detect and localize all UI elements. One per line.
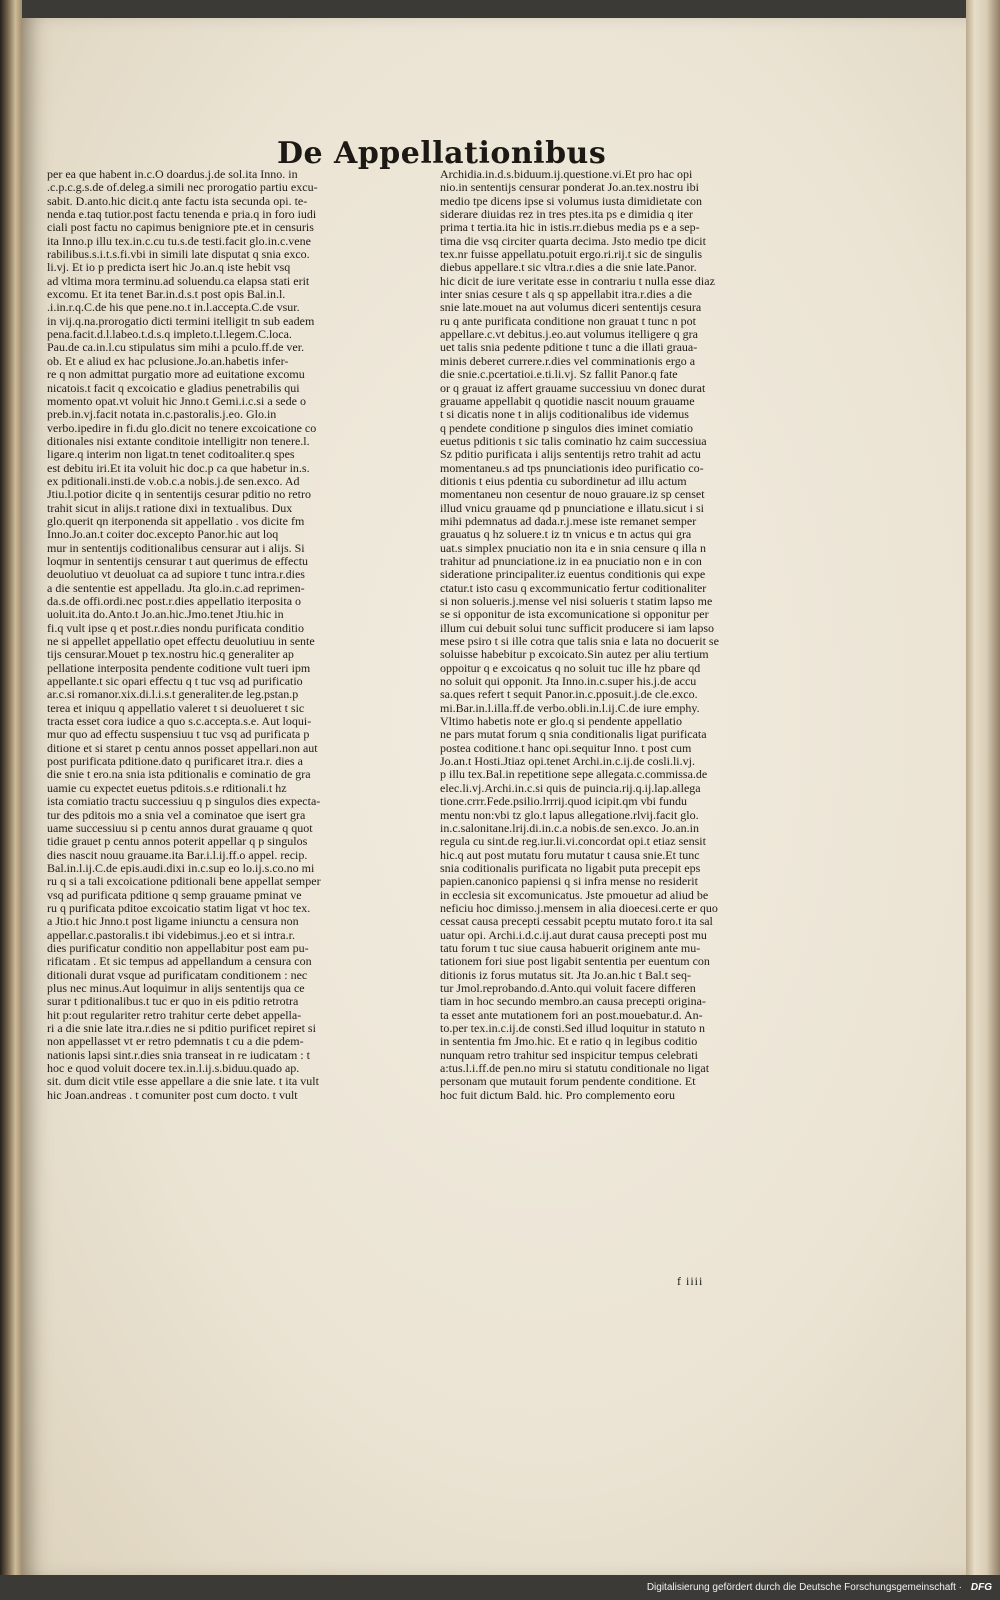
text-line: hic dicit de iure veritate esse in contrariu t nulla esse diaz — [440, 273, 715, 288]
text-line: ista comiatio tractu successiuu q p singulos dies expecta- — [47, 794, 321, 809]
text-line: ru q purificata pditoe excoicatio statim ligat vt hoc tex. — [47, 900, 311, 915]
text-line: ta esset ante mutationem fori an post.mouebatur.d. An- — [440, 1007, 703, 1022]
text-line: da.s.de offi.ordi.nec post.r.dies appellatio iterposita o — [47, 594, 302, 608]
text-line: rabilibus.s.i.t.s.fi.vbi in simili late disputat q snia exco. — [47, 247, 310, 262]
digitization-credit: Digitalisierung gefördert durch die Deutsche Forschungsgemeinschaft · — [646, 1582, 962, 1593]
text-line: Pau.de ca.in.l.cu stipulatus sim mihi a pculo.ff.de ver. — [47, 340, 305, 355]
text-line: non appellasset vt er retro pdemnatis t cu a die pdem- — [47, 1034, 304, 1049]
text-line: tur des pditois mo a snia vel a cominatoe que isert gra — [47, 807, 306, 822]
text-line: plus nec minus.Aut loquimur in alijs sententijs qua ce — [47, 980, 305, 995]
page-title: De Appellationibus — [277, 136, 607, 171]
text-line: se si opponitur de ista excomunicatione si opponitur per — [440, 607, 709, 622]
text-line: glo.querit qn iterponenda sit appellatio . vos dicite fm — [47, 513, 305, 528]
text-line: ru q ante purificata conditione non grauat t tunc n pot — [440, 313, 696, 328]
text-line: ru q si a tali excoicatione pditionali bene appellat semper — [47, 874, 321, 889]
text-line: mur quo ad effectu suspensiuu t tuc vsq ad purificata p — [47, 727, 310, 742]
text-line: rificatam . Et sic tempus ad appellandum a censura con — [47, 954, 312, 969]
text-line: die snie t ero.na snia ista pditionalis e cominatio de gra — [47, 767, 311, 782]
text-line: ne pars mutat forum q snia conditionalis ligat purificata — [440, 727, 707, 742]
text-line: siderare diuidas rez in tres ptes.ita ps e dimidia q iter — [440, 207, 693, 222]
text-line: a die sententie est appelladu. Jta glo.in.c.ad reprimen- — [47, 580, 305, 595]
text-line: personam que mutauit forum pendente conditione. Et — [440, 1074, 696, 1089]
text-line: tidie grauet p centu annos poterit appellar q p singulos — [47, 834, 308, 849]
text-line: grauatus q hz soluere.t iz tn vnicus e tn actus qui gra — [440, 527, 692, 542]
text-line: fi.q vult ipse q et post.r.dies nondu purificata conditio — [47, 620, 304, 635]
text-line: pena.facit.d.l.labeo.t.d.s.q impleto.t.l.legem.C.loca. — [47, 327, 292, 342]
text-line: loqmur in sententijs censurar t aut querimus de effectu — [47, 553, 309, 568]
text-line: .i.in.r.q.C.de his que pene.no.t in.l.accepta.C.de vsur. — [47, 300, 300, 315]
text-line: or q grauat iz affert grauame successiuu vn donec durat — [440, 380, 706, 395]
text-line: diebus appellare.t sic vltra.r.dies a die snie late.Panor. — [440, 260, 697, 275]
text-line: ditionali durat vsque ad purificatam conditionem : nec — [47, 967, 308, 982]
text-line: trahitur ad pnunciatione.iz in ea pnuciatio non e in con — [440, 553, 702, 568]
text-line: mur in sententijs coditionalibus censurar aut i alijs. Si — [47, 540, 305, 555]
text-line: uame successiuu si p centu annos durat grauame q quot — [47, 820, 313, 835]
text-line: appellar.c.pastoralis.t ibi videbimus.j.eo et si intra.r. — [47, 927, 295, 942]
text-line: hic Joan.andreas . t comuniter post cum docto. t vult — [47, 1087, 298, 1102]
text-line: hoc fuit dictum Bald. hic. Pro complemento eoru — [440, 1087, 675, 1102]
text-line: die snie.c.pcertatioi.e.ti.li.vj. Sz fallit Panor.q fate — [440, 367, 678, 382]
text-line: illud vnicu grauame qd p pnunciatione e illatu.sicut i si — [440, 500, 704, 515]
text-line: est debitu iri.Et ita voluit hic doc.p ca que habetur in.s. — [47, 460, 310, 475]
text-line: nunquam retro trahitur sed inspicitur tempus celebrati — [440, 1047, 698, 1062]
text-line: preb.in.vj.facit notata in.c.pastoralis.j.eo. Glo.in — [47, 407, 277, 422]
text-line: ligare.q interim non ligat.tn tenet coditoaliter.q spes — [47, 447, 295, 462]
text-line: uoluit.ita do.Anto.t Jo.an.hic.Jmo.tenet Jtiu.hic in — [47, 607, 284, 622]
text-line: Bal.in.l.ij.C.de epis.audi.dixi in.c.sup eo lo.ij.s.co.no mi — [47, 860, 315, 875]
text-line: ctatur.t isto casu q excommunicatio fertur coditionaliter — [440, 580, 707, 595]
text-line: tiam in hoc secundo membro.an causa precepti origina- — [440, 994, 706, 1009]
book-page — [22, 18, 966, 1575]
right-text-column — [440, 168, 782, 1268]
text-line: tur Jmol.reprobando.d.Anto.qui voluit facere differen — [440, 980, 696, 995]
text-line: snia coditionalis purificata no ligabit puta precepit eps — [440, 860, 701, 875]
text-line: ditionales nisi extante conditoie intelligitr non tenere.l. — [47, 433, 310, 448]
text-line: post purificata pditione.dato q purificaret itra.r. dies a — [47, 754, 303, 769]
text-line: soluisse habebitur p excoicato.Sin autez per aliu tertium — [440, 647, 709, 662]
text-line: mentu non:vbi tz glo.t lapus allegatione.rlvij.facit glo. — [440, 807, 699, 822]
text-line: surar t pditionalibus.t tuc er quo in eis pditio retrotra — [47, 994, 299, 1009]
text-line: mese psiro t si ille cotra que talis snia e lata no docuerit se — [440, 634, 719, 649]
text-line: Jtiu.l.potior dicite q in sententijs cesurar pditio no retro — [47, 487, 311, 502]
left-page-edge — [0, 0, 22, 1575]
text-line: momentaneu non cesentur de nouo grauare.iz sp censet — [440, 487, 705, 502]
text-line: trahit sicut in alijs.t ratione dixi in textualibus. Dux — [47, 500, 293, 515]
text-line: ditionis t eius pdentia cu subordinetur ad illu actum — [440, 473, 687, 488]
text-line: ad vltima mora terminu.ad soluendu.ca elapsa stati erit — [47, 273, 310, 288]
text-line: medio tpe dicens ipse si volumus iusta dimidietate con — [440, 193, 702, 208]
text-line: regula cu sint.de reg.iur.li.vi.concordat opi.t etiaz sensit — [440, 834, 706, 849]
text-line: ne si appellet appellatio opet effectu deuolutiuu in sente — [47, 634, 315, 649]
text-line: in vij.q.na.prorogatio dicti termini itelligit tn sub eadem — [47, 313, 315, 328]
text-line: nio.in sententijs censurar ponderat Jo.an.tex.nostru ibi — [440, 180, 699, 195]
text-line: oppoitur q e excoicatus q no soluit tuc ille hz pbare qd — [440, 660, 701, 675]
text-line: in sententia fm Jmo.hic. Et e ratio q in legibus coditio — [440, 1034, 698, 1049]
text-line: to.per tex.in.c.ij.de consti.Sed illud loquitur in statuto n — [440, 1021, 705, 1035]
text-line: ri a die snie late itra.r.dies ne si pditio purificet repiret si — [47, 1021, 316, 1035]
text-line: grauame appellabit q quotidie nascit nouum grauame — [440, 393, 695, 408]
text-line: re q non admittat purgatio more ad euitatione excomu — [47, 367, 305, 382]
text-line: nenda e.taq tutior.post factu tenenda e pria.q in foro iudi — [47, 207, 317, 222]
text-line: ob. Et e aliud ex hac pclusione.Jo.an.habetis infer- — [47, 353, 289, 368]
text-line: excomu. Et ita tenet Bar.in.d.s.t post opis Bal.in.l. — [47, 287, 286, 302]
text-line: ditionis iz forus mutatus sit. Jta Jo.an.hic t Bal.t seq- — [440, 967, 691, 982]
text-line: nationis lapsi sint.r.dies snia transeat in re iudicatam : t — [47, 1047, 310, 1062]
text-line: hic.q aut post mutatu foru mutatur t causa snie.Et tunc — [440, 847, 700, 862]
text-line: .c.p.c.g.s.de of.deleg.a simili nec prorogatio partiu excu- — [47, 180, 318, 195]
text-line: ditione et si staret p centu annos posset appellari.non aut — [47, 740, 318, 755]
text-line: ita Inno.p illu tex.in.c.cu tu.s.de testi.facit glo.in.c.vene — [47, 233, 311, 248]
text-line: verbo.ipedire in fi.du glo.dicit no tenere excoicatione co — [47, 420, 317, 435]
text-line: tijs censurar.Mouet p tex.nostru hic.q generaliter ap — [47, 647, 294, 662]
text-line: euetus pditionis t sic talis cominatio hz caim successiua — [440, 433, 707, 448]
text-line: snie late.mouet na aut volumus diceri sententijs cesura — [440, 300, 702, 315]
text-line: sideratione principaliter.iz euentus conditionis qui expe — [440, 567, 706, 582]
text-line: sa.ques refert t sequit Panor.in.c.pposuit.j.de cle.exco. — [440, 687, 698, 702]
text-line: tex.nr fuisse appellatu.potuit ergo.ri.rij.t sic de singulis — [440, 247, 703, 262]
text-line: q pendete conditione p singulos dies iminet comiatio — [440, 420, 693, 435]
text-line: t si dicatis none t in alijs coditionalibus ide videmus — [440, 407, 689, 422]
text-line: uat.s simplex pnuciatio non ita e in snia censure q illa n — [440, 540, 706, 555]
text-line: mi.Bar.in.l.illa.ff.de verbo.obli.in.l.ij.C.de iure emphy. — [440, 700, 700, 715]
text-line: uet talis snia pedente pditione t tunc a die illati graua- — [440, 340, 698, 355]
text-line: hoc e quod voluit docere tex.in.l.ij.s.biduu.quado ap. — [47, 1061, 300, 1076]
text-line: mihi pdemnatus ad dada.r.j.mese iste remanet semper — [440, 513, 697, 528]
text-line: sit. dum dicit vtile esse appellare a die snie late. t ita vult — [47, 1074, 319, 1089]
text-line: no soluit qui opponit. Jta Inno.in.c.super his.j.de accu — [440, 674, 697, 689]
text-line: per ea que habent in.c.O doardus.j.de sol.ita Inno. in — [47, 168, 298, 181]
text-line: in.c.salonitane.lrij.di.in.c.a nobis.de sen.exco. Jo.an.in — [440, 820, 699, 835]
text-line: momentaneu.s ad tps pnunciationis ideo purificatio co- — [440, 460, 704, 475]
text-line: p illu tex.Bal.in repetitione sepe allegata.c.commissa.de — [440, 767, 708, 782]
text-line: inter snias cesure t als q sp appellabit itra.r.dies a die — [440, 287, 692, 302]
text-line: ciali post factu no capimus benigniore pte.et in censuris — [47, 220, 314, 235]
text-line: tatu forum t tuc siue causa habuerit originem ante mu- — [440, 940, 701, 955]
text-line: Inno.Jo.an.t coiter doc.excepto Panor.hic aut loq — [47, 527, 279, 542]
text-line: ar.c.si romanor.xix.di.l.i.s.t generaliter.de leg.pstan.p — [47, 687, 299, 702]
text-line: dies purificatur conditio non appellabitur post eam pu- — [47, 940, 309, 955]
text-line: postea coditione.t hanc opi.sequitur Inno. t post cum — [440, 740, 692, 755]
text-line: li.vj. Et io p predicta isert hic Jo.an.q iste hebit vsq — [47, 260, 291, 275]
text-line: Jo.an.t Hosti.Jtiaz opi.tenet Archi.in.c.ij.de cosli.li.vj. — [440, 754, 695, 769]
dfg-logo: DFG — [970, 1582, 992, 1593]
text-line: elec.li.vj.Archi.in.c.si quis de puincia.rij.q.ij.lap.allega — [440, 780, 701, 795]
text-line: in ecclesia sit excomunicatus. Jste pmouetur ad aliud be — [440, 887, 709, 902]
text-line: tione.crrr.Fede.psilio.lrrrij.quod icipit.qm vbi fundu — [440, 794, 687, 809]
text-line: illum cui debuit solui tunc sufficit producere si iam lapso — [440, 620, 715, 635]
text-line: tracta esset cora iudice a quo s.c.accepta.s.e. Aut loqui- — [47, 714, 312, 729]
text-line: neficiu hoc dimisso.j.mensem in alia dioecesi.certe er quo — [440, 900, 718, 915]
text-line: prima t tertia.ita hic in istis.rr.diebus media ps e a sep- — [440, 220, 700, 235]
text-line: dies nascit nouu grauame.ita Bar.i.l.ij.ff.o appel. recip. — [47, 847, 308, 862]
text-line: Archidia.in.d.s.biduum.ij.questione.vi.Et pro hac opi — [440, 168, 693, 181]
text-line: a Jtio.t hic Jnno.t post ligame iniunctu a censura non — [47, 914, 299, 929]
text-line: hit p:out regulariter retro trahitur certe debet appella- — [47, 1007, 302, 1022]
left-text-column — [47, 168, 422, 1268]
text-line: uatur opi. Archi.i.d.c.ij.aut durat causa precepti post mu — [440, 927, 707, 942]
text-line: minis deberet currere.r.dies vel comminationis ergo a — [440, 353, 696, 368]
text-line: nicatois.t facit q excoicatio e gladius penetrabilis qui — [47, 380, 300, 395]
text-line: Sz pditio purificata i alijs sententijs retro trahit ad actu — [440, 447, 701, 462]
text-line: tima die vsq circiter quarta decima. Jsto medio tpe dicit — [440, 233, 706, 248]
text-line: si non solueris.j.mense vel nisi solueris t statim lapso me — [440, 594, 713, 608]
text-line: terea et iniquu q appellatio valeret t si deuolueret t sic — [47, 700, 305, 715]
text-line: sabit. D.anto.hic dicit.q ante factu ista secunda opi. te- — [47, 193, 308, 208]
text-line: appellante.t sic opari effectu q t tuc vsq ad purificatio — [47, 674, 303, 689]
text-line: momento opat.vt voluit hic Jnno.t Gemi.i.c.si a sede o — [47, 393, 306, 408]
right-page-stack — [966, 0, 1000, 1575]
text-line: Vltimo habetis note er glo.q si pendente appellatio — [440, 714, 682, 729]
text-line: ex pditionali.insti.de v.ob.c.a nobis.j.de sen.exco. Ad — [47, 473, 300, 488]
text-line: cessat causa precepti cessabit pceptu mutato foro.t ita sal — [440, 914, 713, 929]
text-line: tationem fori siue post ligabit sententia per euentum con — [440, 954, 710, 969]
text-line: vsq ad purificata pditione q semp grauame pminat ve — [47, 887, 302, 902]
text-line: appellare.c.vt debitus.j.eo.aut volumus itelligere q gra — [440, 327, 698, 342]
folio-signature: f iiii — [677, 1274, 704, 1288]
text-line: deuolutiuo vt deuoluat ca ad supiore t tunc intra.r.dies — [47, 567, 305, 582]
text-line: pellatione interposita pendente coditione vult tueri ipm — [47, 660, 311, 675]
text-line: uamie cu expectet euetus pditois.s.e rditionali.t hz — [47, 780, 287, 795]
text-line: a:tus.l.i.ff.de pen.no miru si statutu conditionale no ligat — [440, 1061, 710, 1076]
text-line: papien.canonico papiensi q si infra mense no residerit — [440, 874, 698, 889]
